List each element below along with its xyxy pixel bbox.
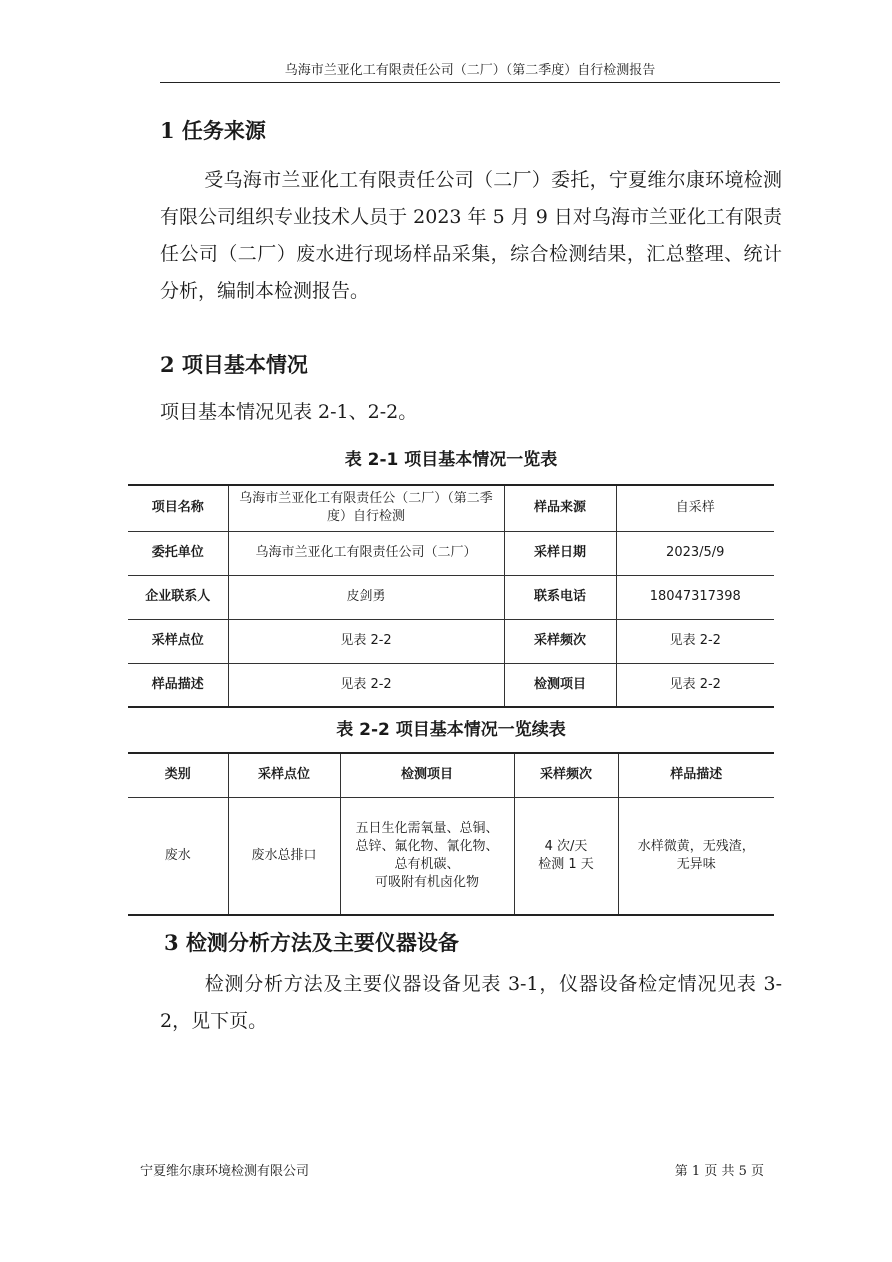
table-label-cell: 采样点位 xyxy=(128,619,228,663)
table-2-1-caption: 表 2-1 项目基本情况一览表 xyxy=(344,450,558,470)
table-label-cell: 采样频次 xyxy=(504,619,616,663)
description-line: 水样微黄，无残渣， xyxy=(637,838,755,854)
table-value-cell: 乌海市兰亚化工有限责任公（二厂）（第二季度）自行检测 xyxy=(228,485,504,531)
table-label-cell: 项目名称 xyxy=(128,485,228,531)
section-2-paragraph: 项目基本情况见表 2-1、2-2。 xyxy=(160,401,418,423)
category-cell: 废水 xyxy=(128,797,228,915)
sampling-point-cell: 废水总排口 xyxy=(228,797,340,915)
table-label-cell: 检测项目 xyxy=(504,663,616,707)
table-value-cell: 2023/5/9 xyxy=(616,531,774,575)
test-items-cell xyxy=(340,797,514,915)
test-item-line: 总有机碳、 xyxy=(394,856,460,872)
table-2-2-caption: 表 2-2 项目基本情况一览续表 xyxy=(336,720,566,740)
table-label-cell: 采样日期 xyxy=(504,531,616,575)
table-value-cell: 见表 2-2 xyxy=(616,663,774,707)
table-label-cell: 企业联系人 xyxy=(128,575,228,619)
table-header-row xyxy=(128,753,774,797)
page-header: 乌海市兰亚化工有限责任公司（二厂）（第二季度）自行检测报告 xyxy=(160,62,780,83)
section-1-text: 受乌海市兰亚化工有限责任公司（二厂）委托，宁夏维尔康环境检测有限公司组织专业技术人员于 2023 年 5 月 9 日对乌海市兰亚化工有限责任公司（二厂）废水进行现场样品采集，综合检测结果，汇总整理、统计分析，编制本检测报告。 xyxy=(160,169,782,302)
frequency-cell xyxy=(514,797,618,915)
table-header-cell: 采样频次 xyxy=(514,753,618,797)
table-label-cell: 样品来源 xyxy=(504,485,616,531)
footer-page-number: 第 1 页 共 5 页 xyxy=(674,1164,764,1179)
table-row xyxy=(128,575,774,619)
table-header-cell: 检测项目 xyxy=(340,753,514,797)
section-3-text: 检测分析方法及主要仪器设备见表 3-1，仪器设备检定情况见表 3-2，见下页。 xyxy=(160,973,782,1032)
frequency-line: 检测 1 天 xyxy=(538,856,594,872)
test-item-line: 总锌、氟化物、氰化物、 xyxy=(355,838,499,854)
test-item-line: 五日生化需氧量、总铜、 xyxy=(355,820,499,836)
table-row xyxy=(128,797,774,915)
table-2-1 xyxy=(128,484,774,708)
section-3-paragraph xyxy=(160,966,782,1040)
footer-company: 宁夏维尔康环境检测有限公司 xyxy=(140,1164,310,1179)
section-2-heading: 2 项目基本情况 xyxy=(160,352,308,377)
table-row xyxy=(128,663,774,707)
table-value-cell: 自采样 xyxy=(616,485,774,531)
table-row xyxy=(128,485,774,531)
table-2-2 xyxy=(128,752,774,916)
table-value-cell: 见表 2-2 xyxy=(616,619,774,663)
table-label-cell: 联系电话 xyxy=(504,575,616,619)
section-1-heading: 1 任务来源 xyxy=(160,118,266,143)
frequency-line: 4 次/天 xyxy=(544,838,588,854)
table-value-cell: 皮剑勇 xyxy=(228,575,504,619)
table-value-cell: 乌海市兰亚化工有限责任公司（二厂） xyxy=(228,531,504,575)
table-label-cell: 委托单位 xyxy=(128,531,228,575)
table-value-cell: 见表 2-2 xyxy=(228,663,504,707)
test-item-line: 可吸附有机卤化物 xyxy=(374,874,479,890)
table-label-cell: 样品描述 xyxy=(128,663,228,707)
table-row xyxy=(128,531,774,575)
description-line: 无异味 xyxy=(676,856,716,872)
description-cell xyxy=(618,797,774,915)
table-row xyxy=(128,619,774,663)
table-header-cell: 采样点位 xyxy=(228,753,340,797)
section-1-paragraph xyxy=(160,162,782,310)
table-value-cell: 见表 2-2 xyxy=(228,619,504,663)
table-header-cell: 类别 xyxy=(128,753,228,797)
section-3-heading: 3 检测分析方法及主要仪器设备 xyxy=(164,930,459,955)
table-header-cell: 样品描述 xyxy=(618,753,774,797)
table-value-cell: 18047317398 xyxy=(616,575,774,619)
